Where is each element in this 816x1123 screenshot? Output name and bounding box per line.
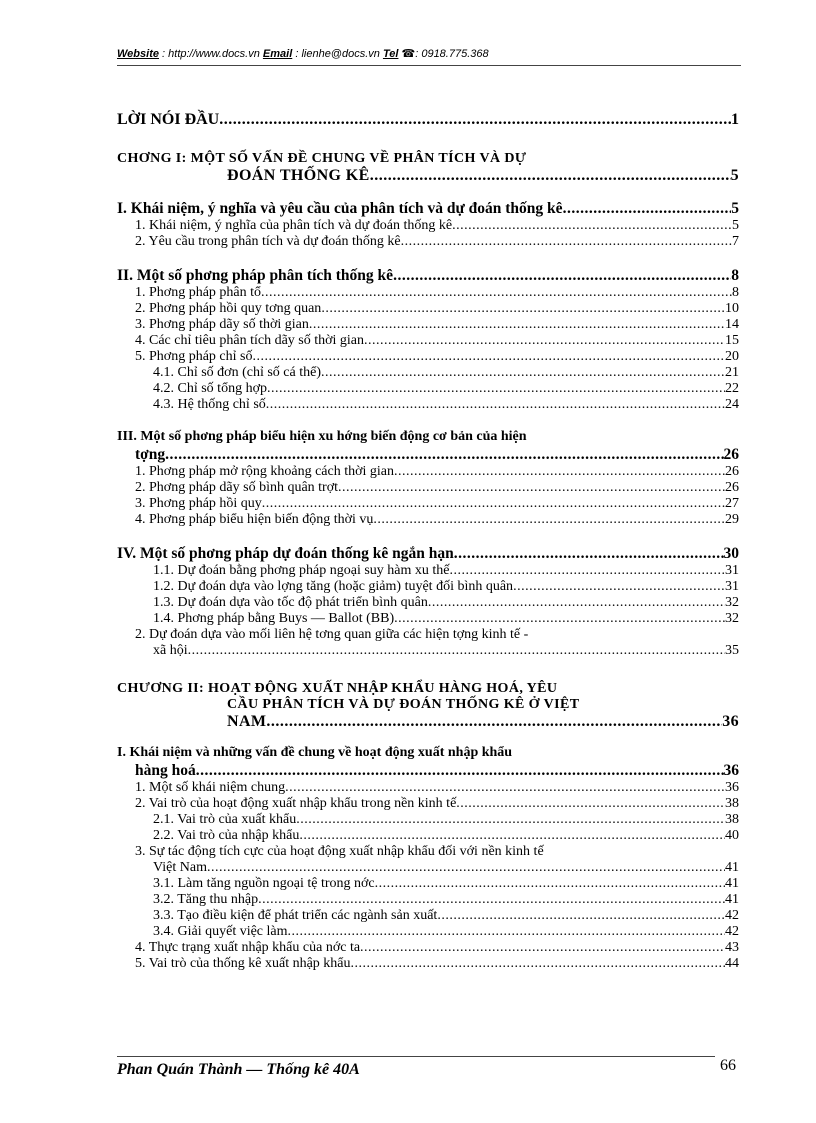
toc-chapter-1-title[interactable]: CHƠNG I: MỘT SỐ VẤN ĐỀ CHUNG VỀ PHÂN TÍCH VÀ DỰ (117, 151, 527, 166)
phone-icon: ☎ (401, 48, 416, 60)
toc-item[interactable]: 4. Phơng pháp biểu hiện biến động thời vụ ..... 29 (117, 512, 739, 528)
toc-item[interactable]: 3. Phơng pháp dãy số thời gian ..... 14 (117, 317, 739, 333)
toc-section-2-1-title[interactable]: I. Khái niệm và những vấn đề chung về hoạt động xuất nhập khẩu (117, 745, 513, 760)
toc-item[interactable]: 2. Yêu cầu trong phân tích và dự đoán thống kê ..... 7 (117, 234, 739, 250)
tel-label: Tel (382, 48, 399, 60)
toc-item[interactable]: 2.2. Vai trò của nhập khẩu ..... 40 (117, 828, 739, 844)
toc-section-1-4[interactable]: IV. Một số phơng pháp dự đoán thống kê ngắn hạn ..... 30 (117, 544, 739, 563)
toc-item[interactable]: 5. Phơng pháp chỉ số ..... 20 (117, 349, 739, 365)
toc-item[interactable]: 1. Phơng pháp phân tổ ..... 8 (117, 285, 739, 301)
page-number: 66 (720, 1057, 736, 1074)
toc-item[interactable]: Việt Nam ..... 41 (117, 860, 739, 876)
toc-item[interactable]: 4.1. Chỉ số đơn (chỉ số cá thể) ..... 21 (117, 365, 739, 381)
toc-chapter-2-title-2[interactable]: CẦU PHÂN TÍCH VÀ DỰ ĐOÁN THỐNG KÊ Ở VIỆT (227, 697, 580, 712)
website-url[interactable]: : http://www.docs.vn (158, 48, 263, 60)
toc-item[interactable]: 3.3. Tạo điều kiện để phát triển các ngành sản xuất ..... 42 (117, 908, 739, 924)
toc-item[interactable]: 4.2. Chỉ số tổng hợp ..... 22 (117, 381, 739, 397)
toc-item-title[interactable]: 2. Dự đoán dựa vào mối liên hệ tơng quan giữa các hiện tợng kinh tế - (135, 627, 529, 642)
toc-item[interactable]: 1. Khái niệm, ý nghĩa của phân tích và dự đoán thống kê ..... 5 (117, 218, 739, 234)
toc-item[interactable]: 1.3. Dự đoán dựa vào tốc độ phát triển bình quân ..... 32 (117, 595, 739, 611)
toc-item[interactable]: xã hội ..... 35 (117, 643, 739, 659)
toc-item[interactable]: 3. Phơng pháp hồi quy ..... 27 (117, 496, 739, 512)
toc-item[interactable]: 4.3. Hệ thống chỉ số ..... 24 (117, 397, 739, 413)
toc-item[interactable]: 3.2. Tăng thu nhập ..... 41 (117, 892, 739, 908)
toc-item[interactable]: 1. Một số khái niệm chung ..... 36 (117, 780, 739, 796)
toc-item[interactable]: 2.1. Vai trò của xuất khẩu ..... 38 (117, 812, 739, 828)
toc-item[interactable]: 5. Vai trò của thống kê xuất nhập khẩu ..... 44 (117, 956, 739, 972)
toc-item-title[interactable]: 3. Sự tác động tích cực của hoạt động xuất nhập khẩu đối với nền kinh tế (135, 844, 544, 859)
footer-divider (117, 1056, 715, 1057)
toc-item[interactable]: 2. Vai trò của hoạt động xuất nhập khẩu trong nền kinh tế ..... 38 (117, 796, 739, 812)
footer-author: Phan Quán Thành — Thống kê 40A (117, 1061, 360, 1078)
toc-section-1-2[interactable]: II. Một số phơng pháp phân tích thống kê ..... 8 (117, 266, 739, 285)
website-label: Website (117, 48, 159, 60)
toc-section-1-3[interactable]: tợng ..... 26 (117, 445, 739, 464)
toc-entry-intro[interactable]: LỜI NÓI ĐẦU ..... 1 (117, 110, 739, 129)
toc-item[interactable]: 2. Phơng pháp hồi quy tơng quan ..... 10 (117, 301, 739, 317)
toc-item[interactable]: 4. Thực trạng xuất nhập khẩu của nớc ta ..... 43 (117, 940, 739, 956)
toc-chapter-1[interactable]: ĐOÁN THỐNG KÊ ..... 5 (117, 167, 739, 185)
toc-section-2-1[interactable]: hàng hoá ..... 36 (117, 761, 739, 780)
tel-number: : 0918.775.368 (415, 48, 489, 60)
table-of-contents (117, 110, 739, 972)
toc-item[interactable]: 3.1. Làm tăng nguồn ngoại tệ trong nớc ..... 41 (117, 876, 739, 892)
page-header (117, 47, 741, 60)
toc-item[interactable]: 1. Phơng pháp mở rộng khoảng cách thời gian ..... 26 (117, 464, 739, 480)
toc-item[interactable]: 2. Phơng pháp dãy số bình quân trợt ..... 26 (117, 480, 739, 496)
toc-item[interactable]: 4. Các chỉ tiêu phân tích dãy số thời gian ..... 15 (117, 333, 739, 349)
email-label: Email (262, 48, 293, 60)
toc-section-1-1[interactable]: I. Khái niệm, ý nghĩa và yêu cầu của phân tích và dự đoán thống kê ..... 5 (117, 199, 739, 218)
toc-chapter-2-title[interactable]: CHƯƠNG II: HOẠT ĐỘNG XUẤT NHẬP KHẨU HÀNG HOÁ, YÊU (117, 681, 558, 696)
toc-item[interactable]: 1.4. Phơng pháp bằng Buys — Ballot (BB) ..... 32 (117, 611, 739, 627)
toc-item[interactable]: 1.1. Dự đoán bằng phơng pháp ngoại suy hàm xu thế ..... 31 (117, 563, 739, 579)
toc-item[interactable]: 1.2. Dự đoán dựa vào lợng tăng (hoặc giảm) tuyệt đối bình quân ..... 31 (117, 579, 739, 595)
toc-section-1-3-title[interactable]: III. Một số phơng pháp biểu hiện xu hớng biến động cơ bản của hiện (117, 429, 527, 444)
toc-item[interactable]: 3.4. Giải quyết việc làm ..... 42 (117, 924, 739, 940)
email-address[interactable]: : lienhe@docs.vn (292, 48, 383, 60)
header-divider (117, 65, 741, 66)
toc-chapter-2[interactable]: NAM ..... 36 (117, 713, 739, 731)
